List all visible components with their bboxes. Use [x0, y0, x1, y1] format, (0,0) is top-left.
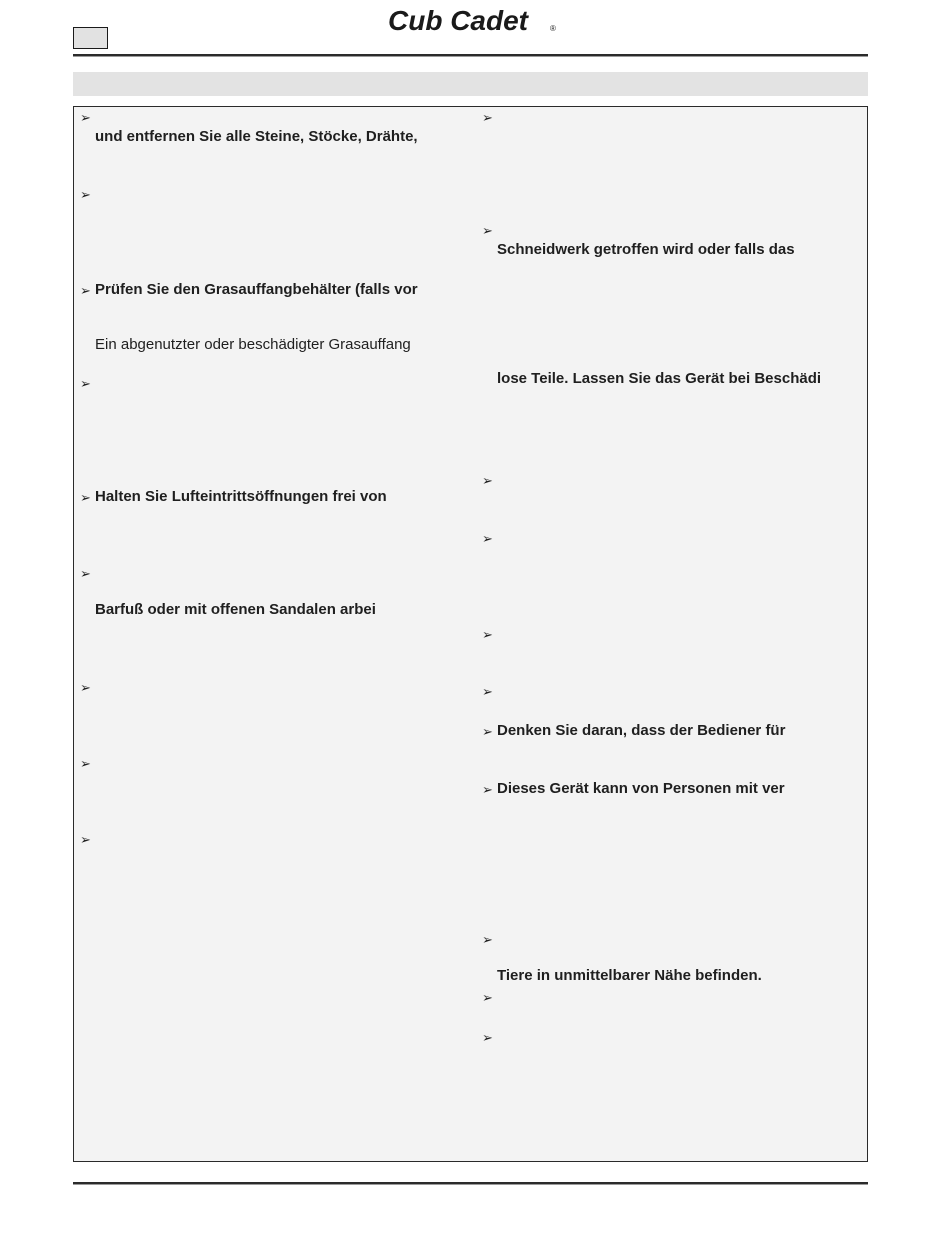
cub-cadet-logo: [386, 2, 558, 38]
left-text-line: Ein abgenutzter oder beschädigter Grasauffang: [95, 336, 411, 353]
bullet-arrow-icon: ➢: [482, 1030, 493, 1045]
bullet-arrow-icon: ➢: [80, 756, 91, 771]
bullet-arrow-icon: ➢: [482, 932, 493, 947]
logo-text: Cub Cadet: [388, 5, 528, 36]
safety-instructions-box: [73, 106, 868, 1162]
bullet-arrow-icon: ➢: [80, 566, 91, 581]
bullet-arrow-icon: ➢: [482, 531, 493, 546]
bullet-arrow-icon: ➢: [80, 187, 91, 202]
left-text-line: und entfernen Sie alle Steine, Stöcke, Drähte,: [95, 128, 418, 145]
right-text-line: Tiere in unmittelbarer Nähe befinden.: [497, 967, 762, 984]
bullet-arrow-icon: ➢: [482, 627, 493, 642]
bullet-arrow-icon: ➢: [482, 990, 493, 1005]
left-text-line: Barfuß oder mit offenen Sandalen arbei: [95, 601, 376, 618]
right-text-line: Dieses Gerät kann von Personen mit ver: [497, 780, 785, 797]
right-text-line: lose Teile. Lassen Sie das Gerät bei Beschädi: [497, 370, 822, 387]
footer-rule: [73, 1182, 868, 1185]
bullet-arrow-icon: ➢: [482, 724, 493, 739]
bullet-arrow-icon: ➢: [482, 223, 493, 238]
header-rule: [73, 54, 868, 57]
bullet-arrow-icon: ➢: [80, 490, 91, 505]
bullet-arrow-icon: ➢: [80, 680, 91, 695]
bullet-arrow-icon: ➢: [482, 782, 493, 797]
bullet-arrow-icon: ➢: [80, 376, 91, 391]
left-text-line: Prüfen Sie den Grasauffangbehälter (falls vor: [95, 281, 418, 298]
bullet-arrow-icon: ➢: [80, 110, 91, 125]
right-text-line: Denken Sie daran, dass der Bediener für: [497, 722, 786, 739]
bullet-arrow-icon: ➢: [482, 110, 493, 125]
bullet-arrow-icon: ➢: [482, 473, 493, 488]
registered-mark: ®: [550, 24, 556, 33]
bullet-arrow-icon: ➢: [482, 684, 493, 699]
bullet-arrow-icon: ➢: [80, 832, 91, 847]
section-heading-bar: [73, 72, 868, 96]
left-text-line: Halten Sie Lufteintrittsöffnungen frei von: [95, 488, 387, 505]
bullet-arrow-icon: ➢: [80, 283, 91, 298]
right-text-line: Schneidwerk getroffen wird oder falls das: [497, 241, 795, 258]
page-number-box: [73, 27, 108, 49]
